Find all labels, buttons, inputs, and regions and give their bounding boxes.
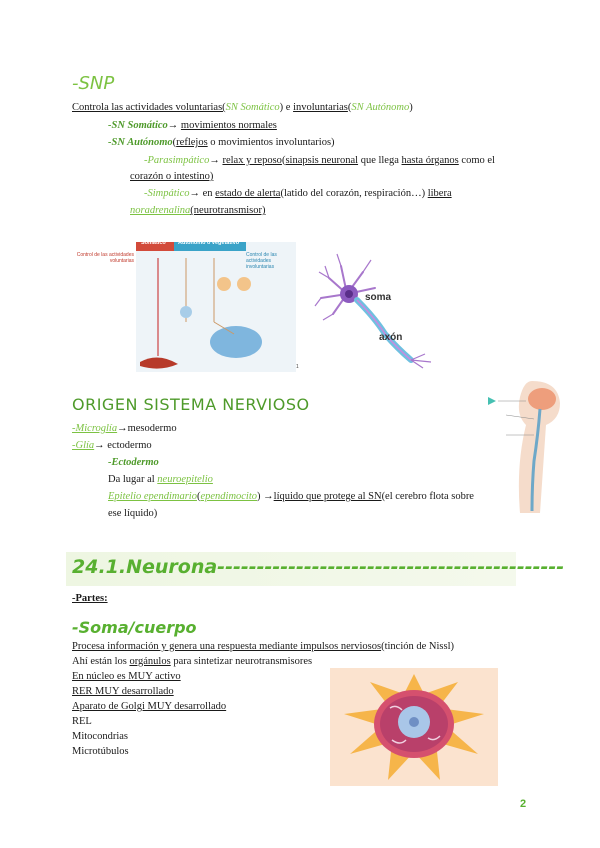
neurona-line2-b: orgánulos <box>129 656 171 667</box>
neurona-line1-a: Procesa información y genera una respuesta mediante impulsos nerviosos <box>72 641 382 652</box>
snp-simp-line2 <box>130 204 266 218</box>
neurona-line3: En núcleo es MUY activo <box>72 671 181 682</box>
figure-somatic-autonomic <box>74 238 300 374</box>
snp-simp-a: → en <box>189 188 216 199</box>
neuron-axon-label: axón <box>379 332 403 343</box>
nucleolus <box>409 717 419 727</box>
figure-soma-cell-svg <box>330 668 498 786</box>
snp-simp-c: (latido del corazón, respiración…) <box>280 188 428 199</box>
neurona-line7: Mitocondrias <box>72 731 128 742</box>
figure-neuron <box>315 248 445 370</box>
neurona-line2-a: Ahí están los <box>72 656 130 667</box>
figure-spine <box>480 375 570 515</box>
snp-para-b: relax y reposo <box>222 155 282 166</box>
figure1-corner: 1 <box>296 364 299 370</box>
ganglion-2 <box>237 277 251 291</box>
origen-epi-d: ) → <box>257 491 274 502</box>
origen-neuroepitelio: neuroepitelio <box>157 474 213 485</box>
origen-ecto-text-line <box>108 473 213 487</box>
snp-autonomo-ref: SN Autónomo <box>351 102 410 113</box>
snp-title: -SNP <box>72 73 115 94</box>
snp-simp-line2-b: (neurotransmisor) <box>190 205 266 216</box>
origen-epi-line2: ese líquido) <box>108 508 158 519</box>
figure1-left-label: Control de las actividades voluntarias <box>76 252 134 264</box>
origen-ecto-label: -Ectodermo <box>108 457 159 468</box>
origen-epi-c: ependimocito <box>200 491 258 502</box>
ganglion-1 <box>217 277 231 291</box>
snp-somatico-line <box>108 119 277 133</box>
neurona-line4: RER MUY desarrollado <box>72 686 174 697</box>
neurona-partes: -Partes: <box>72 593 108 604</box>
snp-autonomo-c: o movimientos involuntarios) <box>207 137 335 148</box>
origen-epi-a: Epitelio ependimario <box>108 491 197 502</box>
organ-target <box>210 326 262 358</box>
snp-autonomo-a: ( <box>172 137 177 148</box>
origen-glia-label: -Glía <box>72 440 95 451</box>
neurona-soma-title: -Soma/cuerpo <box>72 618 197 637</box>
origen-glia-line <box>72 439 152 453</box>
snp-somatico-label: -SN Somático <box>108 120 168 131</box>
snp-para-f: hasta órganos <box>401 155 459 166</box>
snp-line1-e: ( <box>347 102 352 113</box>
origen-epi-line <box>108 490 474 504</box>
snp-para-d: sinapsis neuronal <box>285 155 359 166</box>
neurona-line1 <box>72 640 454 654</box>
neurona-line5: Aparato de Golgi MUY desarrollado <box>72 701 227 712</box>
neuron-soma-label: soma <box>365 292 392 303</box>
figure-neuron-svg <box>315 248 445 370</box>
origen-epi-e: líquido que protege al SN <box>273 491 382 502</box>
pointer-arrow-icon <box>488 397 496 405</box>
snp-line1-c: ) e <box>279 102 294 113</box>
snp-line1-a: Controla las actividades voluntarias( <box>72 102 226 113</box>
page-number: 2 <box>520 798 527 810</box>
snp-somatico-text: movimientos normales <box>180 120 277 131</box>
snp-para-line2: corazón o intestino) <box>130 171 214 182</box>
origen-title: ORIGEN SISTEMA NERVIOSO <box>72 395 310 414</box>
snp-para-a: → <box>209 155 223 166</box>
snp-autonomo-line <box>108 136 335 150</box>
figure1-somatico: Somático <box>141 240 166 246</box>
origen-ecto-label-line <box>108 456 159 470</box>
figure-soma-cell <box>330 668 498 786</box>
brain-shape <box>528 388 556 410</box>
ganglion-3 <box>180 306 192 318</box>
origen-epi-f: (el cerebro flota sobre <box>381 491 474 502</box>
snp-line1-g: ) <box>409 102 413 113</box>
snp-noradrenalina: noradrenalina <box>130 205 191 216</box>
snp-simp-label: -Simpático <box>144 188 190 199</box>
snp-simp-b: estado de alerta <box>215 188 281 199</box>
neurona-line2 <box>72 655 312 669</box>
snp-line1 <box>72 101 413 115</box>
neurona-line1-b: (tinción de Nissl) <box>381 641 454 652</box>
figure-spine-svg <box>480 375 570 515</box>
snp-autonomo-label: -SN Autónomo <box>108 137 173 148</box>
snp-somatico-arrow: → <box>167 120 181 131</box>
axon-terminals <box>411 354 431 368</box>
origen-ecto-text-a: Da lugar al <box>108 474 158 485</box>
neurona-line8: Microtúbulos <box>72 746 129 757</box>
snp-simp-d: libera <box>427 188 452 199</box>
snp-para-c: ( <box>281 155 286 166</box>
origen-micro-line <box>72 422 177 436</box>
snp-line1-d: involuntarias <box>293 102 348 113</box>
snp-para-label: -Parasimpático <box>144 155 210 166</box>
snp-autonomo-b: reflejos <box>176 137 208 148</box>
snp-para-e: que llega <box>358 155 402 166</box>
neurona-line6: REL <box>72 716 92 727</box>
neurona-line2-c: para sintetizar neurotransmisores <box>170 656 313 667</box>
origen-glia-text: → ectodermo <box>94 440 152 451</box>
snp-simp-line <box>144 187 452 201</box>
figure1-autonomo: Autónomo o vegetativo <box>178 240 240 246</box>
soma-nucleus <box>345 290 353 298</box>
snp-para-line <box>144 154 495 168</box>
snp-somatico-ref: SN Somático <box>225 102 280 113</box>
origen-micro-label: -Microglía <box>72 423 118 434</box>
figure1-right-label: Control de las actividades involuntarias <box>246 252 277 270</box>
origen-epi-b: ( <box>196 491 201 502</box>
origen-micro-text: →mesodermo <box>117 423 177 434</box>
neurona-banner-title: 24.1.Neurona-------------------------------------------- <box>72 556 565 578</box>
snp-para-g: como el <box>458 155 495 166</box>
